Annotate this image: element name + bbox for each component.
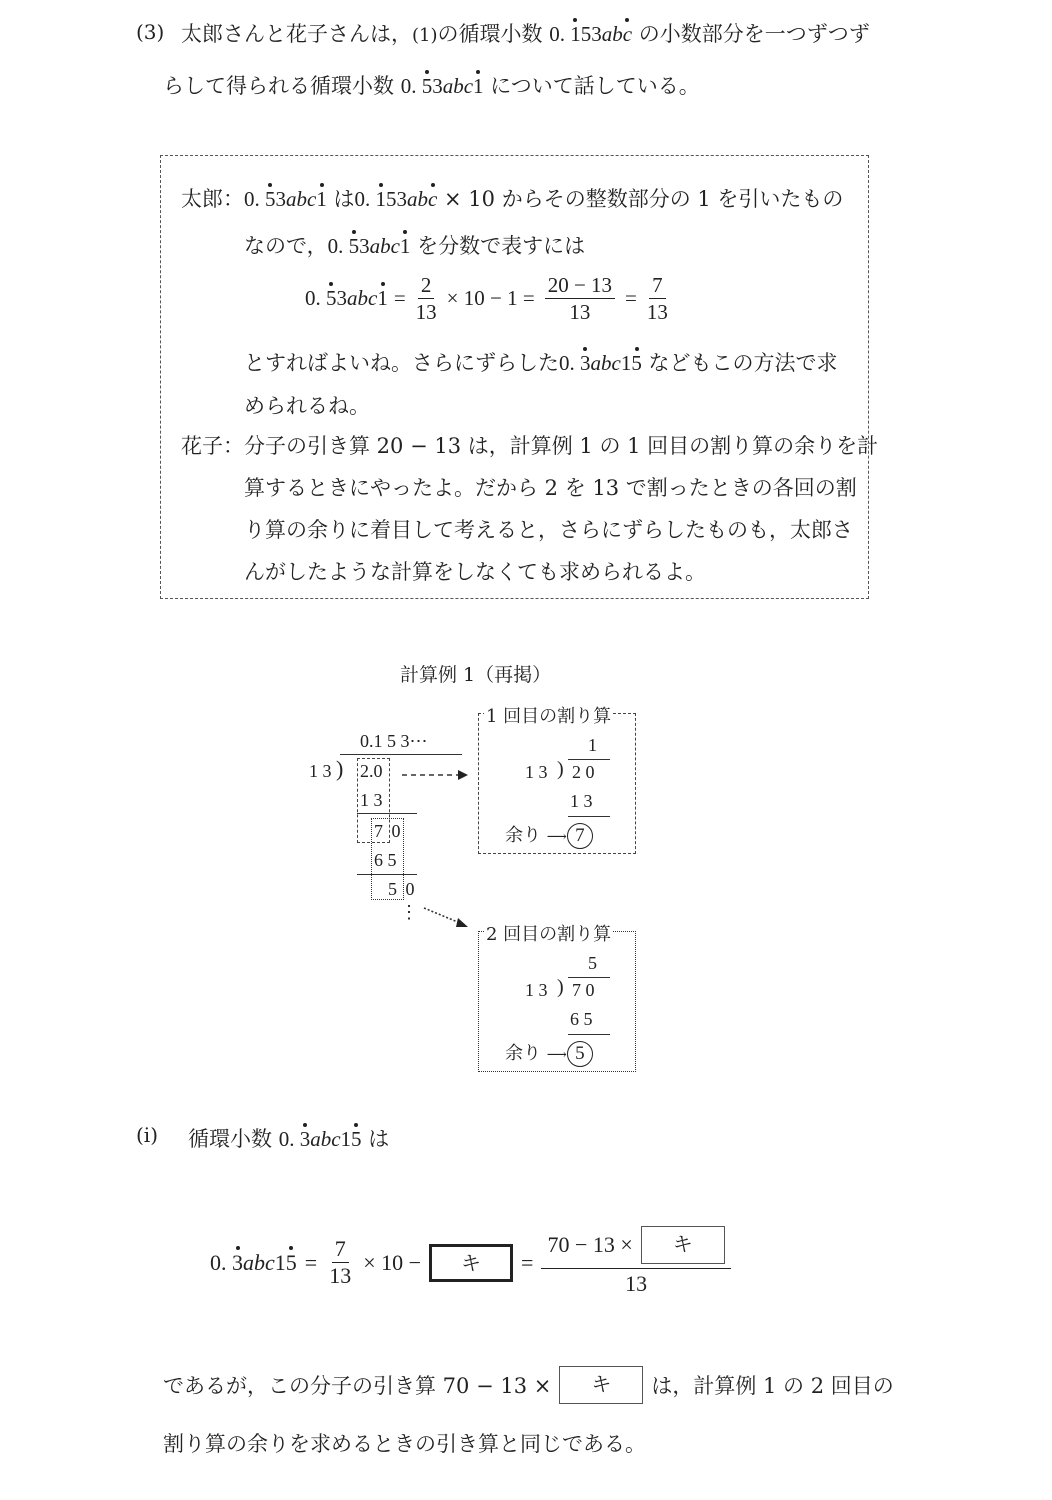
box1-divisor: 1 3 [525, 762, 548, 782]
box2-dividend: 7 0 [572, 980, 595, 1000]
example-title: 計算例 1（再掲） [400, 664, 552, 686]
fraction: $\frac{2}{13}$ [415, 273, 437, 324]
division-row-2: 1 3 [360, 790, 383, 810]
taro-line-3: とすればよいね。さらにずらした0. 3abc15 などもこの方法で求 [244, 351, 838, 375]
box2-bar [568, 977, 610, 978]
box1-dividend: 2 0 [572, 762, 595, 782]
decimal-original: 0. 153abc [354, 187, 438, 211]
decimal-shift1: 0. 53abc1 [244, 187, 327, 211]
box2-product: 6 5 [570, 1009, 593, 1029]
box1-product: 1 3 [570, 791, 593, 811]
fraction: $\frac{7}{13}$ [329, 1236, 352, 1288]
problem-number: (3) [136, 20, 165, 44]
long-division-divisor: 1 3 [309, 761, 332, 781]
box1-remainder: 余り ⟶ 7 [505, 821, 593, 849]
box1-bracket: ) [557, 758, 564, 780]
decimal-shift1: 0. 53abc1 [327, 234, 411, 258]
part-i-heading: 循環小数 0. 3abc15 は [188, 1127, 390, 1151]
answer-box-ki[interactable]: キ [641, 1226, 725, 1264]
dashed-arrow-icon [400, 768, 470, 782]
decimal-shift1: 0. 53abc1 [400, 74, 484, 98]
division-row-5: 5 0 [388, 879, 417, 899]
taro-equation: 0. 53abc1 = $\frac{2}{13}$ × 10 − 1 = $\frac{20 - 13}{13}$ = $\frac{7}{13}$ [305, 273, 668, 324]
division-row-1: 2.0 [360, 761, 383, 781]
long-division-quotient: 0.1 5 3⋯ [360, 731, 428, 751]
problem-ref: (1) [412, 25, 438, 46]
division-row-3: 7 0 [374, 821, 403, 841]
fraction: $\frac{20 - 13}{13}$ [545, 272, 615, 325]
hanako-line-2: 算するときにやったよ。だから 2 を 13 で割ったときの各回の割 [244, 476, 857, 500]
box2-remainder: 余り ⟶ 5 [505, 1039, 593, 1067]
box1-quotient: 1 [588, 735, 597, 755]
fraction: $\frac{7}{13}$ [646, 273, 668, 324]
intro-text: の小数部分を一つずつず [638, 22, 870, 46]
intro-line-1 [181, 18, 870, 48]
hanako-label: 花子： [181, 434, 244, 458]
division-bracket: ) [336, 756, 344, 781]
remainder-circle: 5 [567, 1041, 593, 1067]
intro-text: の循環小数 [437, 22, 543, 46]
box2-line [568, 1034, 610, 1035]
taro-line-1: 0. 53abc1 は0. 153abc × 10 からその整数部分の 1 を引いたもの [244, 187, 844, 211]
highlight-second-step [371, 818, 404, 900]
decimal-shift2: 0. 3abc15 [559, 351, 642, 375]
hanako-line-1: 分子の引き算 20 − 13 は，計算例 1 の 1 回目の割り算の余りを計 [244, 434, 879, 458]
intro-line-2 [163, 70, 700, 100]
part-i-line-2: 割り算の余りを求めるときの引き算と同じである。 [163, 1432, 646, 1456]
decimal-original: 0. 153abc [549, 22, 633, 46]
taro-line-2: なので，0. 53abc1 を分数で表すには [244, 234, 586, 258]
box1-line [568, 816, 610, 817]
division-row-4: 6 5 [374, 850, 397, 870]
intro-text: について話している。 [490, 74, 700, 98]
intro-text: 太郎さんと花子さんは， [181, 22, 412, 46]
dotted-arrow-icon [422, 905, 472, 931]
box1-title: 1 回目の割り算 [484, 702, 613, 728]
answer-box-ki[interactable]: キ [429, 1244, 513, 1282]
ellipsis-vertical: ⋮ [400, 902, 418, 922]
taro-line-4: められるね。 [244, 394, 370, 418]
hanako-line-3: り算の余りに着目して考えると，さらにずらしたものも，太郎さ [244, 518, 853, 542]
taro-label: 太郎： [181, 187, 244, 211]
box2-quotient: 5 [588, 953, 597, 973]
box2-bracket: ) [557, 976, 564, 998]
answer-box-ki[interactable]: キ [559, 1366, 643, 1404]
box1-bar [568, 759, 610, 760]
part-i-label: (i) [136, 1123, 159, 1147]
hanako-line-4: んがしたような計算をしなくても求められるよ。 [244, 560, 706, 584]
box2-title: 2 回目の割り算 [484, 920, 613, 946]
remainder-circle: 7 [567, 823, 593, 849]
division-bar [340, 754, 462, 755]
intro-text: らして得られる循環小数 [163, 74, 394, 98]
part-i-line-1: であるが，この分子の引き算 70 − 13 × キ は，計算例 1 の 2 回目の [163, 1366, 894, 1404]
part-i-equation: 0. 3abc15 = $\frac{7}{13}$ × 10 − キ = 70 − 13 × キ 13 [210, 1226, 731, 1299]
box2-divisor: 1 3 [525, 980, 548, 1000]
